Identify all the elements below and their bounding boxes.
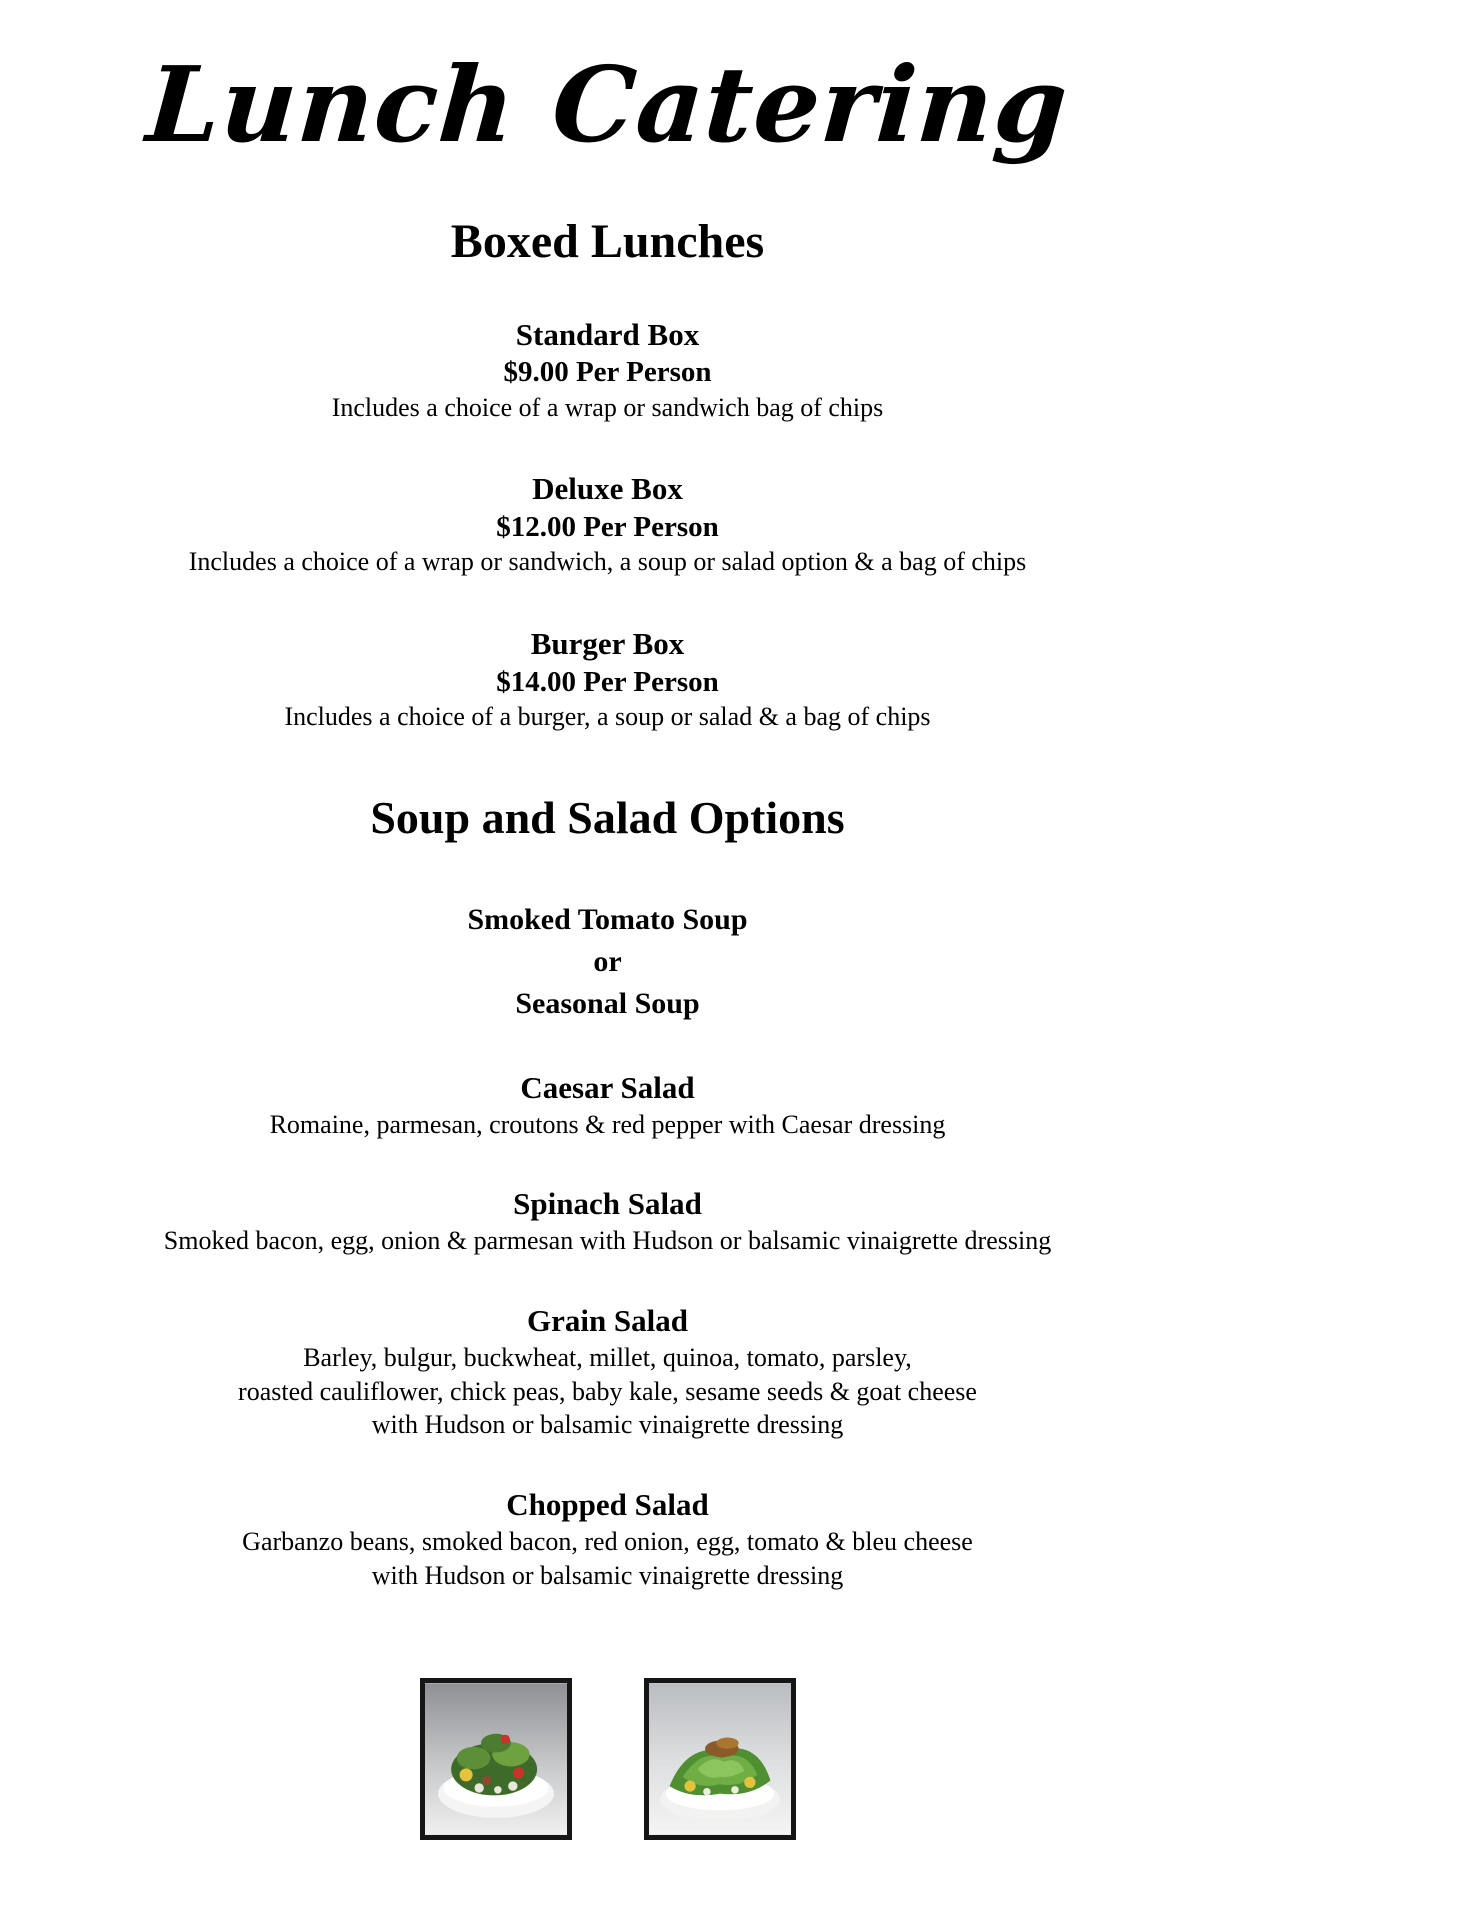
item-description-line: Garbanzo beans, smoked bacon, red onion, egg, tomato & bleu cheese xyxy=(242,1526,973,1556)
soup-option-seasonal: Seasonal Soup xyxy=(515,986,700,1020)
soup-salad-heading: Soup and Salad Options xyxy=(370,791,845,843)
boxed-lunches-heading: Boxed Lunches xyxy=(450,215,765,269)
page-title: Lunch Catering xyxy=(142,43,1073,166)
item-name: Grain Salad xyxy=(526,1302,689,1338)
item-description: Includes a choice of a wrap or sandwich bag of chips xyxy=(331,392,884,422)
lettuce-salad-photo-image xyxy=(649,1683,791,1835)
item-description-line: with Hudson or balsamic vinaigrette dressing xyxy=(371,1410,844,1440)
menu-item-deluxe-box xyxy=(0,470,1215,579)
soup-conjunction: or xyxy=(593,944,622,978)
item-description-line: with Hudson or balsamic vinaigrette dressing xyxy=(371,1560,844,1590)
item-price: $9.00 Per Person xyxy=(503,356,712,389)
soup-options xyxy=(0,899,1215,1025)
item-name: Spinach Salad xyxy=(513,1186,702,1222)
menu-item-standard-box xyxy=(0,316,1215,425)
chopped-salad-photo xyxy=(420,1678,572,1840)
item-description: Smoked bacon, egg, onion & parmesan with Hudson or balsamic vinaigrette dressing xyxy=(163,1226,1052,1256)
item-description: Romaine, parmesan, croutons & red pepper with Caesar dressing xyxy=(269,1109,946,1139)
item-name: Deluxe Box xyxy=(532,471,683,507)
menu-item-spinach-salad xyxy=(0,1185,1215,1258)
item-price: $12.00 Per Person xyxy=(496,511,719,544)
salad-photos-row xyxy=(0,1678,1215,1840)
item-name: Burger Box xyxy=(530,626,685,662)
item-description-line: Barley, bulgur, buckwheat, millet, quinoa, tomato, parsley, xyxy=(303,1342,912,1372)
item-price: $14.00 Per Person xyxy=(496,665,719,698)
menu-item-grain-salad xyxy=(0,1302,1215,1442)
item-description: Includes a choice of a wrap or sandwich, a soup or salad option & a bag of chips xyxy=(188,547,1027,577)
item-name: Standard Box xyxy=(515,316,700,352)
menu-item-burger-box xyxy=(0,625,1215,734)
lettuce-salad-photo xyxy=(644,1678,796,1840)
chopped-salad-photo-image xyxy=(425,1683,567,1835)
item-description-line: roasted cauliflower, chick peas, baby kale, sesame seeds & goat cheese xyxy=(238,1376,977,1406)
menu-item-caesar-salad xyxy=(0,1069,1215,1142)
menu-item-chopped-salad xyxy=(0,1486,1215,1592)
item-name: Caesar Salad xyxy=(520,1069,695,1105)
soup-option-smoked-tomato: Smoked Tomato Soup xyxy=(467,902,748,936)
item-name: Chopped Salad xyxy=(506,1487,709,1523)
item-description: Includes a choice of a burger, a soup or salad & a bag of chips xyxy=(284,702,931,732)
